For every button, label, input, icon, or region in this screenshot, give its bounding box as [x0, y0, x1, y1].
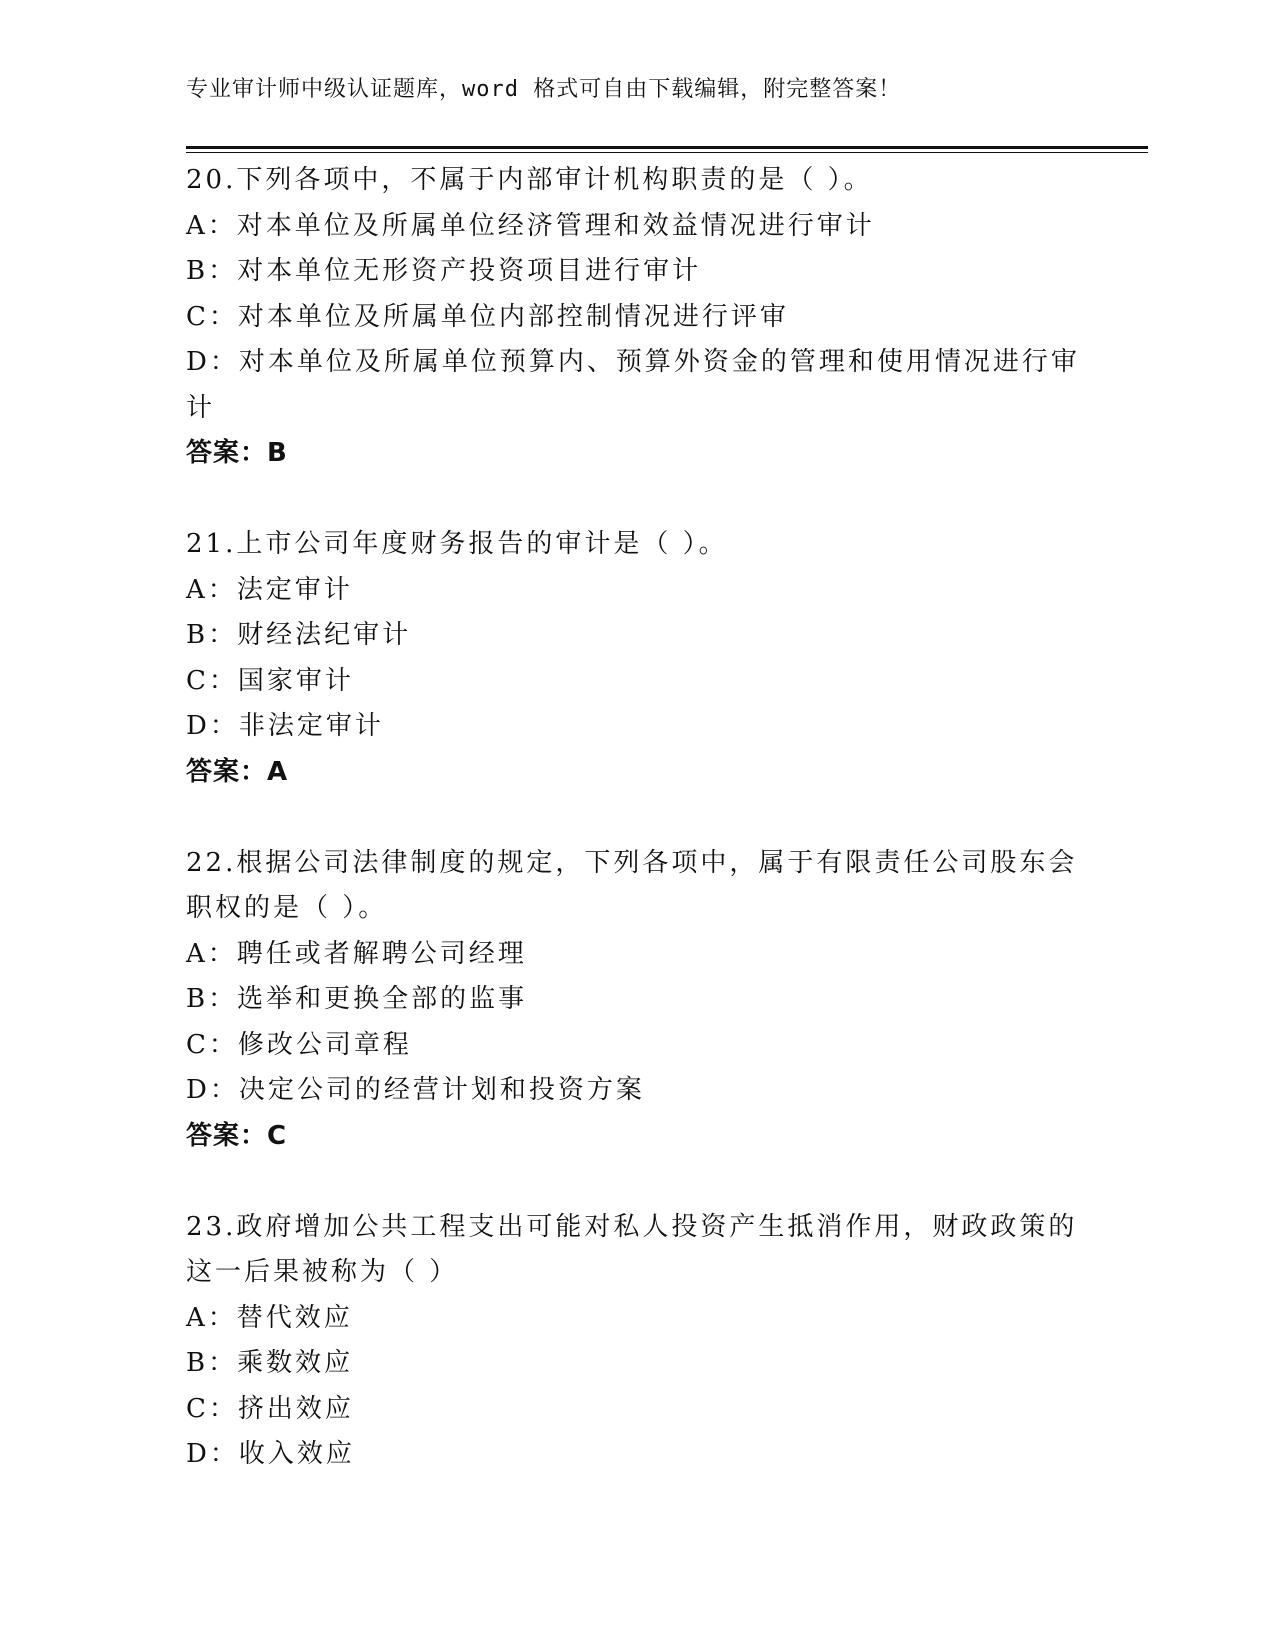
option-c: C：修改公司章程 [186, 1029, 412, 1060]
option-d: D：决定公司的经营计划和投资方案 [186, 1075, 645, 1105]
question-block [186, 158, 1080, 477]
page-header: 专业审计师中级认证题库，word 格式可自由下载编辑，附完整答案！ [186, 77, 902, 102]
header-rule-thin [186, 152, 1148, 153]
answer-label: 答案：A [186, 756, 289, 787]
question-spacer [186, 477, 1076, 523]
question-text: 这一后果被称为（ ） [186, 1257, 459, 1287]
option-b: B：对本单位无形资产投资项目进行审计 [186, 256, 702, 286]
question-spacer [186, 1159, 1076, 1205]
question-text: 21.上市公司年度财务报告的审计是（ ）。 [186, 529, 728, 559]
option-c: C：对本单位及所属单位内部控制情况进行评审 [186, 301, 789, 332]
option-b: B：乘数效应 [186, 1348, 354, 1378]
question-text: 23.政府增加公共工程支出可能对私人投资产生抵消作用，财政政策的 [186, 1211, 1078, 1242]
option-a: A：法定审计 [186, 574, 353, 605]
option-d: D：收入效应 [186, 1439, 355, 1469]
option-a: A：对本单位及所属单位经济管理和效益情况进行审计 [186, 210, 875, 241]
option-a: A：替代效应 [186, 1302, 353, 1333]
option-d: D：非法定审计 [186, 711, 384, 741]
answer-label: 答案：C [186, 1120, 288, 1151]
answer-label: 答案：B [186, 438, 288, 468]
option-d: D：对本单位及所属单位预算内、预算外资金的管理和使用情况进行审 [186, 347, 1080, 377]
question-spacer [186, 795, 1076, 841]
question-text: 职权的是（ ）。 [186, 893, 388, 923]
question-text: 20.下列各项中，不属于内部审计机构职责的是（ ）。 [186, 165, 873, 195]
option-b: B：财经法纪审计 [186, 620, 412, 650]
option-b: B：选举和更换全部的监事 [186, 984, 528, 1014]
question-text: 22.根据公司法律制度的规定，下列各项中，属于有限责任公司股东会 [186, 847, 1078, 878]
question-block [186, 1205, 1076, 1478]
header-rule-thick [186, 146, 1148, 149]
option-a: A：聘任或者解聘公司经理 [186, 938, 527, 969]
option-d: 计 [186, 392, 216, 423]
option-c: C：挤出效应 [186, 1393, 354, 1424]
question-block [186, 522, 1076, 795]
question-block [186, 841, 1076, 1160]
option-c: C：国家审计 [186, 665, 354, 696]
question-list [186, 158, 1080, 1478]
